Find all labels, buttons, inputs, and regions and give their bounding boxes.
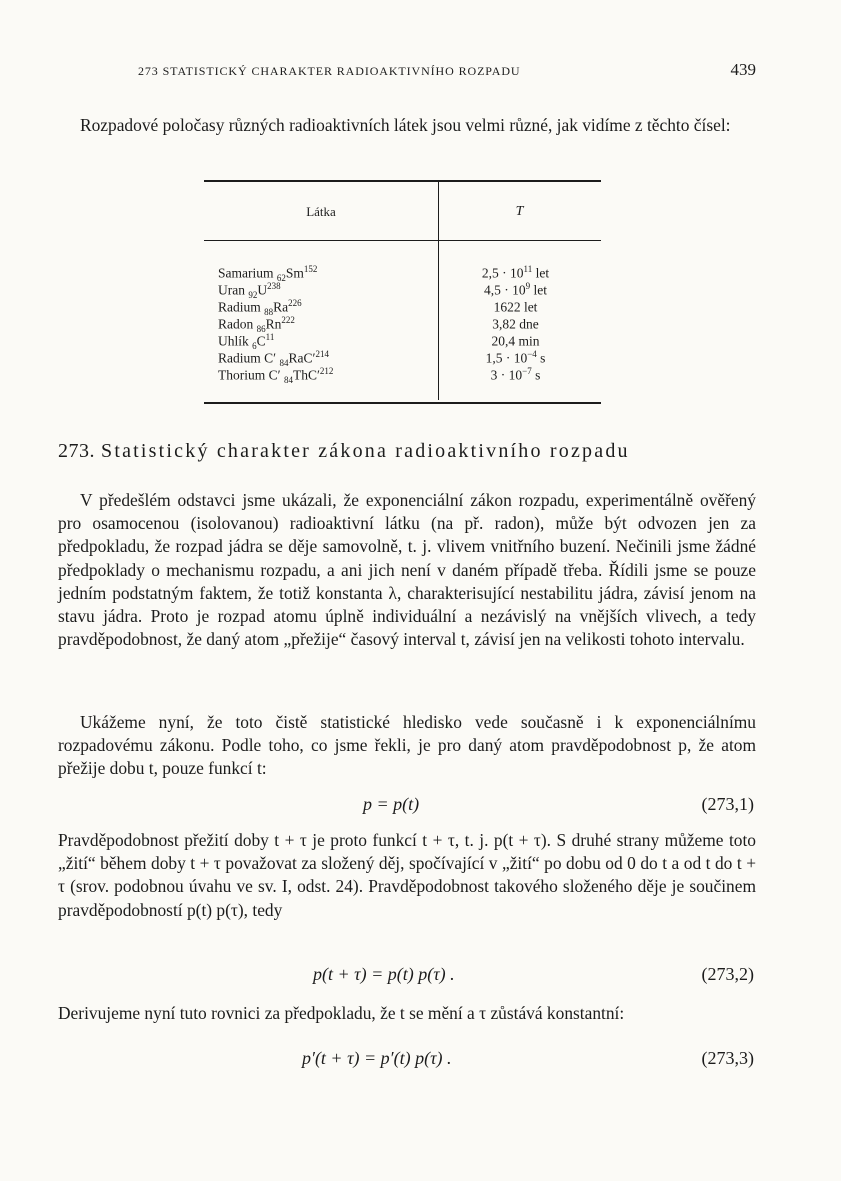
table-row [218, 295, 601, 318]
element-symbol: Sm [285, 265, 304, 281]
halflife-exponent: 9 [525, 281, 531, 291]
mass-number: 11 [265, 332, 275, 342]
paragraph-3: Pravděpodobnost přežití doby t + τ je proto funkcí t + τ, t. j. p(t + τ). S druhé strany můžeme toto „žití“ během doby t + τ považovat za složený děj, spočívající v „žití“ po dobu od 0 do t a od t do t + τ (srov. podobnou úvahu ve sv. I, odst. 24). Pravděpodobnost takového složeného děje je součinem pravděpodobností p(t) p(τ), tedy [58, 830, 756, 920]
atomic-number: 86 [256, 324, 266, 335]
table-row [218, 329, 601, 352]
substance-name: Thorium C′ [218, 367, 281, 383]
equation-number: (273,2) [701, 964, 754, 984]
element-symbol: U [257, 282, 268, 298]
equation-number: (273,3) [701, 1048, 754, 1068]
equation-formula: p′(t + τ) = p′(t) p(τ) . [302, 1048, 452, 1068]
substance-cell [218, 363, 333, 389]
page-number: 439 [730, 60, 756, 79]
atomic-number: 6 [252, 341, 257, 352]
atomic-number: 92 [248, 290, 258, 301]
halflife-value: 20,4 min [491, 333, 540, 349]
running-head-title: 273 STATISTICKÝ CHARAKTER RADIOAKTIVNÍHO ROZPADU [138, 64, 521, 78]
equation-273-2 [58, 964, 756, 990]
atomic-number: 84 [283, 375, 293, 386]
halflife-value: 3,82 dne [492, 316, 539, 332]
table-header-halflife: T [515, 204, 524, 219]
halflife-value: 1622 let [493, 299, 538, 315]
table-row [218, 363, 601, 386]
substance-name: Radon [218, 316, 254, 332]
section-number: 273. [58, 440, 95, 462]
mass-number: 152 [303, 264, 318, 274]
halflife-value: 4,5 · 10 [484, 282, 526, 298]
halflife-unit: s [531, 367, 541, 383]
halflife-exponent: −7 [522, 366, 532, 376]
substance-name: Uhlík [218, 333, 249, 349]
mass-number: 212 [319, 366, 334, 376]
equation-273-3 [58, 1048, 756, 1074]
element-symbol: C [256, 333, 266, 349]
element-symbol: Ra [273, 299, 289, 315]
section-title: Statistický charakter zákona radioaktivního rozpadu [101, 440, 630, 462]
table-header-substance: Látka [306, 204, 336, 219]
halflife-exponent: 11 [523, 264, 533, 274]
mass-number: 226 [288, 298, 302, 308]
substance-name: Radium [218, 299, 261, 315]
intro-paragraph: Rozpadové poločasy různých radioaktivních látek jsou velmi různé, jak vidíme z těchto čísel: [80, 115, 731, 135]
table-body [218, 261, 601, 386]
paragraph-2: Ukážeme nyní, že toto čistě statistické hledisko vede současně i k exponenciálnímu rozpadovému zákonu. Podle toho, co jsme řekli, je pro daný atom pravděpodobnost p, že atom přežije dobu t, pouze funkcí t: [58, 712, 756, 779]
running-head [138, 60, 756, 79]
equation-number: (273,1) [701, 794, 754, 814]
element-symbol: ThC′ [292, 367, 320, 383]
substance-name: Uran [218, 282, 245, 298]
table-row [218, 261, 601, 284]
halflife-unit: s [536, 350, 546, 366]
paragraph-1: V předešlém odstavci jsme ukázali, že exponenciální zákon rozpadu, experimentálně ověřený pro osamocenou (isolovanou) radioaktivní látku (na př. radon), může být odvozen jen za předpokladu, že rozpad jádra se děje samovolně, t. j. vlivem vnitřního buzení. Nečinili jsme žádné předpoklady o mechanismu rozpadu, a ani jich není v daném případě třeba. Řídili jsme se pouze jedním podstatným faktem, že totiž konstanta λ, charakterisující nestabilitu jádra, závisí jenom na stavu jádra. Proto je rozpad atomu úplně individuální a nezávislý na vnějších vlivech, a tedy pravděpodobnost, že daný atom „přežije“ časový interval t, závisí jen na velikosti tohoto intervalu. [58, 490, 756, 650]
element-symbol: Rn [265, 316, 282, 332]
halflife-unit: let [530, 282, 547, 298]
equation-formula: p(t + τ) = p(t) p(τ) . [313, 964, 455, 984]
mass-number: 222 [281, 315, 295, 325]
table-row [218, 312, 601, 335]
section-heading [58, 440, 756, 463]
half-life-table [204, 180, 601, 404]
atomic-number: 88 [264, 307, 274, 318]
paragraph-4: Derivujeme nyní tuto rovnici za předpokladu, že t se mění a τ zůstává konstantní: [58, 1003, 625, 1023]
substance-name: Samarium [218, 265, 274, 281]
equation-formula: p = p(t) [363, 794, 420, 814]
table-header-divider [204, 240, 601, 241]
equation-273-1 [58, 794, 756, 820]
substance-name: Radium C′ [218, 350, 277, 366]
halflife-exponent: −4 [527, 349, 537, 359]
halflife-unit: let [532, 265, 550, 281]
halflife-value: 1,5 · 10 [485, 350, 528, 366]
halflife-cell [438, 363, 593, 384]
atomic-number: 84 [279, 358, 289, 369]
halflife-value: 2,5 · 10 [481, 265, 524, 281]
element-symbol: RaC′ [288, 350, 316, 366]
halflife-value: 3 · 10 [490, 367, 523, 383]
table-row [218, 278, 601, 301]
mass-number: 238 [267, 281, 281, 291]
mass-number: 214 [315, 349, 329, 359]
table-row [218, 346, 601, 369]
atomic-number: 62 [276, 273, 286, 284]
